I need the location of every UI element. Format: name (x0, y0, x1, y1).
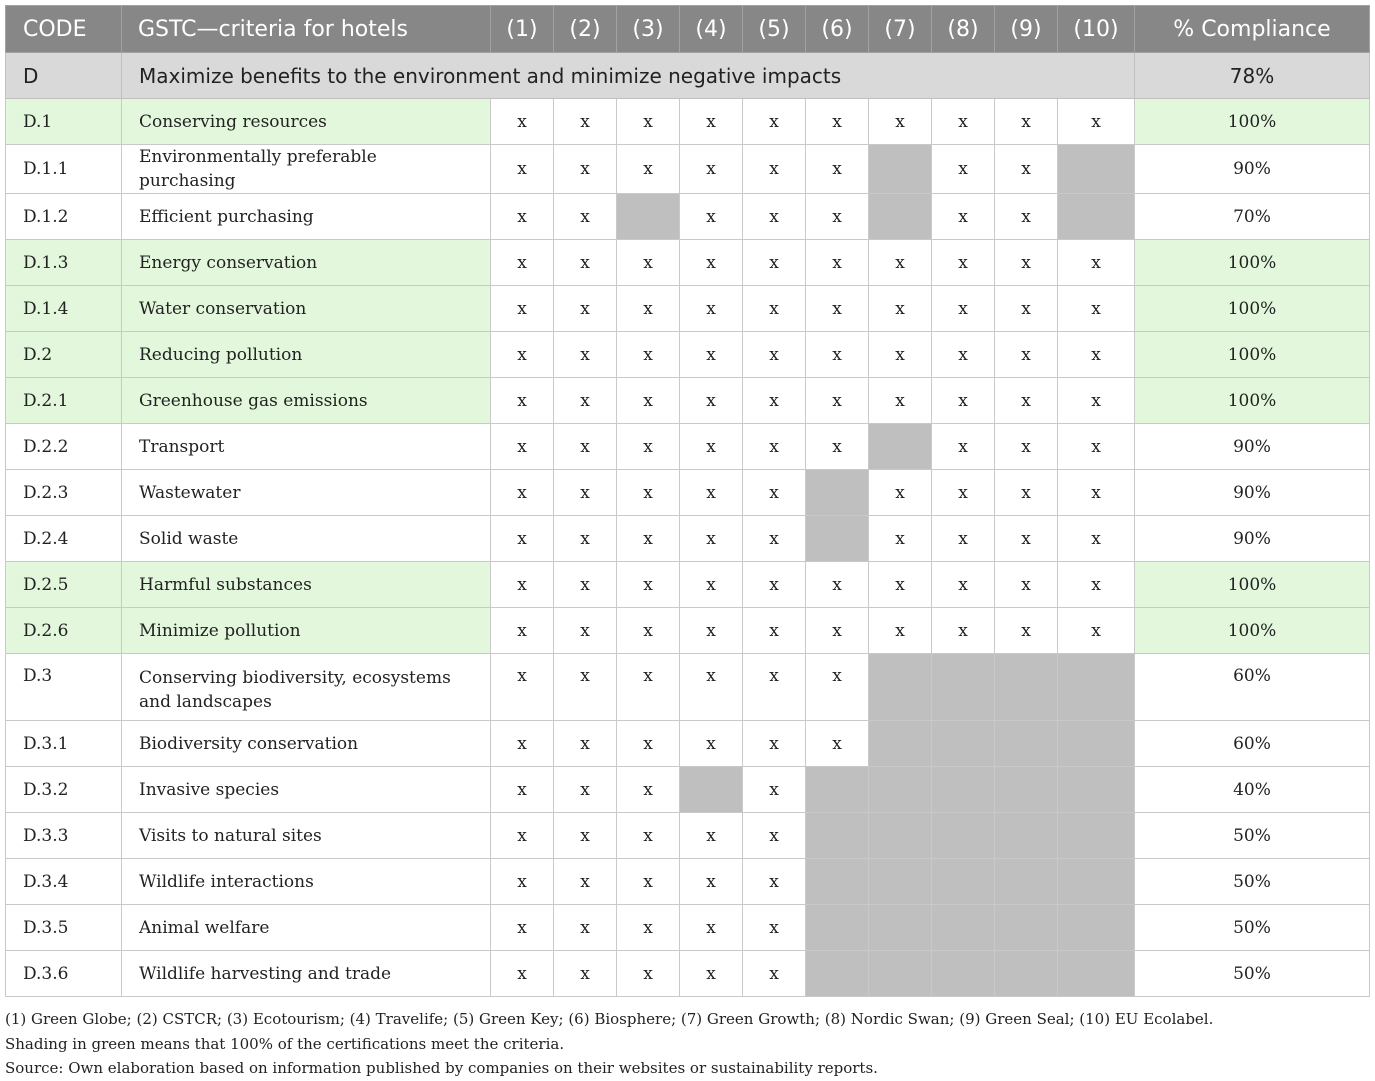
row-compliance: 70% (1135, 194, 1370, 240)
not-met-cell (1058, 905, 1135, 951)
not-met-cell (1058, 145, 1135, 194)
compliance-mark: x (869, 562, 932, 608)
table-row (6, 859, 1370, 905)
compliance-mark: x (491, 378, 554, 424)
not-met-cell (869, 905, 932, 951)
compliance-mark: x (743, 516, 806, 562)
compliance-mark: x (680, 905, 743, 951)
table-header (6, 6, 1370, 53)
header-col-2: (2) (554, 6, 617, 53)
compliance-mark: x (491, 99, 554, 145)
compliance-mark: x (743, 332, 806, 378)
compliance-mark: x (617, 859, 680, 905)
compliance-mark: x (932, 470, 995, 516)
not-met-cell (1058, 859, 1135, 905)
table-body (6, 53, 1370, 997)
row-criteria: Animal welfare (122, 905, 491, 951)
compliance-mark: x (617, 145, 680, 194)
table-row (6, 905, 1370, 951)
not-met-cell (806, 951, 869, 997)
not-met-cell (869, 859, 932, 905)
header-col-4: (4) (680, 6, 743, 53)
table-row (6, 562, 1370, 608)
compliance-mark: x (680, 194, 743, 240)
compliance-mark: x (491, 145, 554, 194)
compliance-mark: x (1058, 99, 1135, 145)
row-code: D.3.2 (6, 767, 122, 813)
compliance-mark: x (995, 424, 1058, 470)
compliance-mark: x (806, 721, 869, 767)
header-col-10: (10) (1058, 6, 1135, 53)
not-met-cell (932, 721, 995, 767)
row-criteria: Wildlife harvesting and trade (122, 951, 491, 997)
row-code: D.2.2 (6, 424, 122, 470)
compliance-mark: x (680, 99, 743, 145)
not-met-cell (617, 194, 680, 240)
row-compliance: 90% (1135, 470, 1370, 516)
row-code: D.2.3 (6, 470, 122, 516)
compliance-mark: x (617, 99, 680, 145)
notes-legend: (1) Green Globe; (2) CSTCR; (3) Ecotourism; (4) Travelife; (5) Green Key; (6) Biosphere; (7) Green Growth; (8) Nordic Swan; (9) Green Seal; (10) EU Ecolabel. (5, 1010, 1214, 1028)
compliance-mark: x (554, 767, 617, 813)
row-code: D.2.1 (6, 378, 122, 424)
compliance-mark: x (491, 194, 554, 240)
table-row (6, 813, 1370, 859)
compliance-mark: x (554, 145, 617, 194)
not-met-cell (869, 721, 932, 767)
compliance-mark: x (554, 240, 617, 286)
compliance-mark: x (491, 813, 554, 859)
compliance-mark: x (932, 286, 995, 332)
compliance-mark: x (995, 378, 1058, 424)
compliance-mark: x (932, 332, 995, 378)
table-row (6, 608, 1370, 654)
compliance-mark: x (617, 240, 680, 286)
compliance-mark: x (617, 470, 680, 516)
compliance-mark: x (554, 951, 617, 997)
not-met-cell (932, 767, 995, 813)
gstc-compliance-table (5, 5, 1370, 997)
table-row (6, 654, 1370, 721)
row-code: D.1.4 (6, 286, 122, 332)
table-row (6, 470, 1370, 516)
compliance-mark: x (554, 99, 617, 145)
compliance-mark: x (617, 951, 680, 997)
compliance-mark: x (743, 424, 806, 470)
compliance-mark: x (1058, 378, 1135, 424)
compliance-mark: x (554, 332, 617, 378)
not-met-cell (806, 859, 869, 905)
section-row (6, 53, 1370, 99)
compliance-mark: x (617, 767, 680, 813)
compliance-mark: x (743, 813, 806, 859)
not-met-cell (1058, 767, 1135, 813)
header-col-7: (7) (869, 6, 932, 53)
compliance-mark: x (995, 145, 1058, 194)
compliance-mark: x (1058, 424, 1135, 470)
not-met-cell (869, 145, 932, 194)
row-compliance: 100% (1135, 99, 1370, 145)
compliance-mark: x (554, 562, 617, 608)
compliance-mark: x (617, 378, 680, 424)
notes-shading: Shading in green means that 100% of the certifications meet the criteria. (5, 1034, 565, 1053)
compliance-mark: x (743, 721, 806, 767)
row-criteria: Efficient purchasing (122, 194, 491, 240)
compliance-mark: x (554, 721, 617, 767)
row-criteria: Reducing pollution (122, 332, 491, 378)
compliance-mark: x (806, 99, 869, 145)
compliance-mark: x (491, 286, 554, 332)
table-row (6, 516, 1370, 562)
not-met-cell (1058, 654, 1135, 721)
compliance-mark: x (491, 654, 554, 721)
row-compliance: 100% (1135, 608, 1370, 654)
notes-source: Source: Own elaboration based on information published by companies on their websites or sustainability reports. (5, 1059, 878, 1077)
compliance-mark: x (554, 516, 617, 562)
row-compliance: 90% (1135, 424, 1370, 470)
header-col-8: (8) (932, 6, 995, 53)
compliance-mark: x (932, 608, 995, 654)
compliance-mark: x (932, 378, 995, 424)
compliance-mark: x (491, 859, 554, 905)
compliance-mark: x (1058, 470, 1135, 516)
compliance-mark: x (995, 194, 1058, 240)
row-compliance: 90% (1135, 145, 1370, 194)
compliance-mark: x (806, 240, 869, 286)
compliance-mark: x (491, 240, 554, 286)
not-met-cell (1058, 951, 1135, 997)
compliance-mark: x (680, 608, 743, 654)
compliance-mark: x (806, 562, 869, 608)
compliance-mark: x (743, 378, 806, 424)
compliance-mark: x (554, 194, 617, 240)
compliance-mark: x (1058, 240, 1135, 286)
row-compliance: 50% (1135, 951, 1370, 997)
not-met-cell (869, 813, 932, 859)
compliance-mark: x (995, 240, 1058, 286)
compliance-mark: x (680, 951, 743, 997)
table-row (6, 240, 1370, 286)
compliance-mark: x (932, 194, 995, 240)
not-met-cell (932, 905, 995, 951)
compliance-mark: x (617, 516, 680, 562)
compliance-mark: x (743, 240, 806, 286)
header-col-3: (3) (617, 6, 680, 53)
row-code: D.3.3 (6, 813, 122, 859)
row-code: D.2.4 (6, 516, 122, 562)
not-met-cell (806, 813, 869, 859)
compliance-mark: x (680, 859, 743, 905)
not-met-cell (869, 194, 932, 240)
compliance-mark: x (491, 951, 554, 997)
compliance-mark: x (743, 145, 806, 194)
section-code: D (6, 53, 122, 99)
not-met-cell (869, 424, 932, 470)
compliance-mark: x (554, 859, 617, 905)
not-met-cell (1058, 813, 1135, 859)
row-criteria: Wildlife interactions (122, 859, 491, 905)
compliance-mark: x (995, 332, 1058, 378)
header-criteria: GSTC—criteria for hotels (122, 6, 491, 53)
compliance-mark: x (869, 378, 932, 424)
compliance-mark: x (806, 286, 869, 332)
row-criteria: Harmful substances (122, 562, 491, 608)
compliance-mark: x (491, 332, 554, 378)
compliance-mark: x (743, 562, 806, 608)
table-row (6, 286, 1370, 332)
row-compliance: 100% (1135, 240, 1370, 286)
table-row (6, 378, 1370, 424)
row-compliance: 100% (1135, 378, 1370, 424)
compliance-mark: x (680, 145, 743, 194)
row-criteria: Solid waste (122, 516, 491, 562)
row-compliance: 100% (1135, 562, 1370, 608)
row-compliance: 50% (1135, 905, 1370, 951)
compliance-mark: x (491, 608, 554, 654)
row-compliance: 60% (1135, 654, 1370, 721)
table-notes (5, 1007, 1370, 1081)
not-met-cell (932, 859, 995, 905)
compliance-mark: x (743, 99, 806, 145)
compliance-mark: x (806, 194, 869, 240)
compliance-mark: x (554, 286, 617, 332)
compliance-mark: x (1058, 332, 1135, 378)
row-criteria: Greenhouse gas emissions (122, 378, 491, 424)
not-met-cell (932, 813, 995, 859)
compliance-mark: x (743, 286, 806, 332)
not-met-cell (869, 767, 932, 813)
compliance-mark: x (491, 470, 554, 516)
section-title: Maximize benefits to the environment and minimize negative impacts (122, 53, 1135, 99)
row-code: D.1.2 (6, 194, 122, 240)
row-criteria: Water conservation (122, 286, 491, 332)
row-criteria: Conserving resources (122, 99, 491, 145)
row-compliance: 60% (1135, 721, 1370, 767)
row-compliance: 40% (1135, 767, 1370, 813)
compliance-mark: x (554, 654, 617, 721)
row-code: D.3.5 (6, 905, 122, 951)
compliance-mark: x (995, 470, 1058, 516)
compliance-mark: x (932, 99, 995, 145)
compliance-mark: x (491, 516, 554, 562)
compliance-mark: x (554, 608, 617, 654)
header-col-1: (1) (491, 6, 554, 53)
not-met-cell (806, 470, 869, 516)
row-compliance: 50% (1135, 813, 1370, 859)
compliance-mark: x (617, 813, 680, 859)
compliance-mark: x (1058, 608, 1135, 654)
compliance-mark: x (491, 424, 554, 470)
compliance-mark: x (680, 721, 743, 767)
compliance-mark: x (554, 470, 617, 516)
compliance-mark: x (1058, 286, 1135, 332)
header-col-6: (6) (806, 6, 869, 53)
compliance-mark: x (680, 286, 743, 332)
not-met-cell (806, 516, 869, 562)
compliance-mark: x (869, 99, 932, 145)
table-row (6, 332, 1370, 378)
row-compliance: 90% (1135, 516, 1370, 562)
row-code: D.1 (6, 99, 122, 145)
row-code: D.3 (6, 654, 122, 721)
table-row (6, 194, 1370, 240)
row-code: D.2.6 (6, 608, 122, 654)
compliance-mark: x (680, 470, 743, 516)
compliance-mark: x (617, 905, 680, 951)
compliance-mark: x (491, 721, 554, 767)
compliance-mark: x (869, 286, 932, 332)
compliance-mark: x (680, 654, 743, 721)
not-met-cell (869, 951, 932, 997)
compliance-mark: x (995, 562, 1058, 608)
compliance-mark: x (617, 608, 680, 654)
compliance-mark: x (554, 424, 617, 470)
compliance-mark: x (680, 813, 743, 859)
row-code: D.1.3 (6, 240, 122, 286)
compliance-mark: x (617, 562, 680, 608)
compliance-mark: x (617, 424, 680, 470)
table-row (6, 721, 1370, 767)
compliance-mark: x (806, 424, 869, 470)
compliance-mark: x (617, 332, 680, 378)
row-code: D.3.6 (6, 951, 122, 997)
compliance-mark: x (1058, 516, 1135, 562)
compliance-mark: x (869, 470, 932, 516)
row-compliance: 100% (1135, 286, 1370, 332)
compliance-mark: x (995, 99, 1058, 145)
not-met-cell (995, 721, 1058, 767)
not-met-cell (932, 654, 995, 721)
compliance-mark: x (491, 562, 554, 608)
compliance-mark: x (680, 562, 743, 608)
header-row (6, 6, 1370, 53)
compliance-mark: x (806, 608, 869, 654)
compliance-mark: x (806, 654, 869, 721)
row-code: D.3.1 (6, 721, 122, 767)
not-met-cell (995, 654, 1058, 721)
not-met-cell (806, 767, 869, 813)
compliance-mark: x (743, 194, 806, 240)
compliance-mark: x (743, 905, 806, 951)
row-compliance: 50% (1135, 859, 1370, 905)
not-met-cell (995, 951, 1058, 997)
compliance-mark: x (743, 608, 806, 654)
not-met-cell (932, 951, 995, 997)
table-row (6, 767, 1370, 813)
table-row (6, 951, 1370, 997)
compliance-mark: x (680, 240, 743, 286)
row-code: D.1.1 (6, 145, 122, 194)
row-criteria: Invasive species (122, 767, 491, 813)
header-compliance: % Compliance (1135, 6, 1370, 53)
compliance-mark: x (806, 378, 869, 424)
compliance-mark: x (680, 424, 743, 470)
row-criteria: Energy conservation (122, 240, 491, 286)
compliance-mark: x (743, 951, 806, 997)
compliance-mark: x (617, 286, 680, 332)
row-criteria: Conserving biodiversity, ecosystems and landscapes (122, 654, 491, 721)
compliance-mark: x (680, 378, 743, 424)
compliance-mark: x (1058, 562, 1135, 608)
compliance-mark: x (932, 145, 995, 194)
compliance-mark: x (743, 654, 806, 721)
compliance-mark: x (995, 286, 1058, 332)
compliance-mark: x (743, 470, 806, 516)
compliance-mark: x (806, 332, 869, 378)
not-met-cell (995, 859, 1058, 905)
row-criteria: Environmentally preferable purchasing (122, 145, 491, 194)
header-col-5: (5) (743, 6, 806, 53)
compliance-mark: x (491, 905, 554, 951)
not-met-cell (995, 767, 1058, 813)
table-row (6, 145, 1370, 194)
compliance-mark: x (680, 332, 743, 378)
header-code: CODE (6, 6, 122, 53)
compliance-mark: x (617, 654, 680, 721)
compliance-mark: x (743, 767, 806, 813)
table-row (6, 424, 1370, 470)
row-code: D.2.5 (6, 562, 122, 608)
compliance-mark: x (995, 516, 1058, 562)
compliance-mark: x (995, 608, 1058, 654)
compliance-mark: x (554, 905, 617, 951)
compliance-mark: x (617, 721, 680, 767)
not-met-cell (869, 654, 932, 721)
compliance-mark: x (932, 562, 995, 608)
compliance-mark: x (491, 767, 554, 813)
compliance-mark: x (680, 516, 743, 562)
not-met-cell (680, 767, 743, 813)
compliance-mark: x (932, 424, 995, 470)
row-criteria: Visits to natural sites (122, 813, 491, 859)
row-code: D.2 (6, 332, 122, 378)
not-met-cell (995, 813, 1058, 859)
row-criteria: Transport (122, 424, 491, 470)
compliance-mark: x (869, 516, 932, 562)
not-met-cell (806, 905, 869, 951)
table-row (6, 99, 1370, 145)
row-compliance: 100% (1135, 332, 1370, 378)
compliance-mark: x (554, 378, 617, 424)
compliance-mark: x (869, 608, 932, 654)
row-criteria: Wastewater (122, 470, 491, 516)
compliance-mark: x (869, 332, 932, 378)
compliance-mark: x (743, 859, 806, 905)
section-compliance: 78% (1135, 53, 1370, 99)
not-met-cell (995, 905, 1058, 951)
compliance-mark: x (554, 813, 617, 859)
not-met-cell (1058, 194, 1135, 240)
header-col-9: (9) (995, 6, 1058, 53)
compliance-mark: x (806, 145, 869, 194)
not-met-cell (1058, 721, 1135, 767)
compliance-mark: x (932, 240, 995, 286)
row-criteria: Biodiversity conservation (122, 721, 491, 767)
row-code: D.3.4 (6, 859, 122, 905)
compliance-mark: x (932, 516, 995, 562)
row-criteria: Minimize pollution (122, 608, 491, 654)
compliance-mark: x (869, 240, 932, 286)
